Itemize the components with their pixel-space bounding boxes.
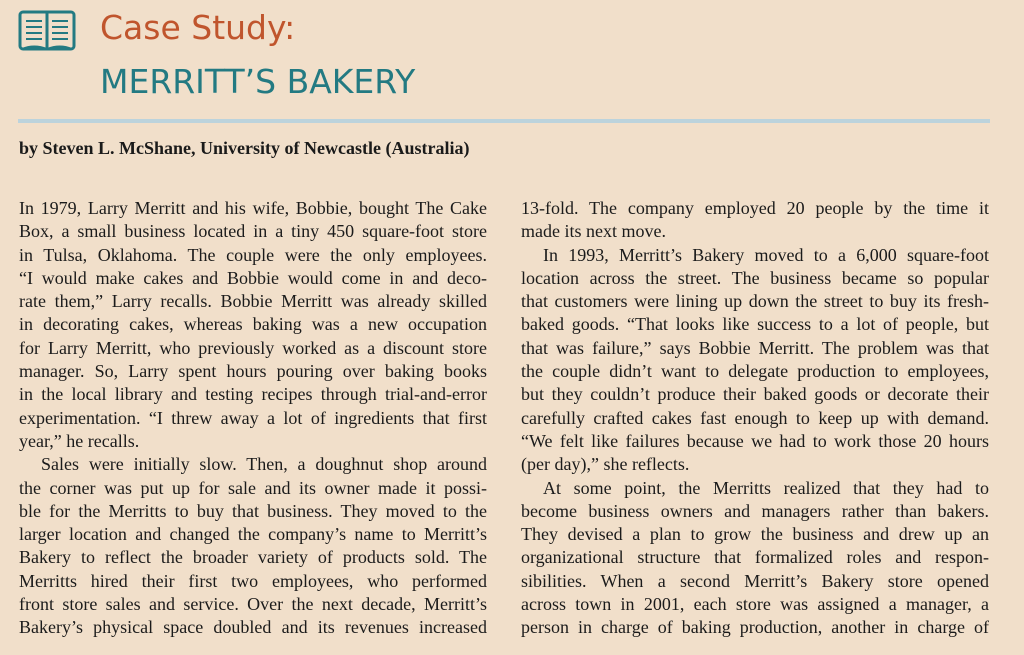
text-line: (per day),” she reflects. (521, 454, 690, 475)
text-line: manager. So, Larry spent hours pouring over baking books (19, 361, 487, 382)
text-line: that customers were lining up down the street to buy its fresh- (521, 291, 989, 312)
case-study-label: Case Study: (100, 8, 296, 47)
text-line: become business owners and managers rather than bakers. (521, 500, 989, 521)
text-line: 13-fold. The company employed 20 people by the time it (521, 198, 989, 218)
book-icon (18, 10, 76, 52)
text-line: location across the street. The business became so popular (521, 267, 989, 288)
header-divider (18, 119, 990, 123)
author-byline: by Steven L. McShane, University of Newcastle (Australia) (19, 138, 470, 158)
case-study-title: MERRITT’S BAKERY (100, 62, 416, 101)
text-line: the couple didn’t want to delegate production to employees, (521, 361, 989, 382)
text-line: carefully crafted cakes fast enough to keep up with demand. (521, 407, 989, 428)
text-line: front store sales and service. Over the next decade, Merritt’s (19, 594, 487, 615)
text-line: year,” he recalls. (19, 430, 140, 451)
left-column (19, 197, 487, 640)
text-line: for Larry Merritt, who previously worked as a discount store (19, 337, 487, 358)
text-line: In 1979, Larry Merritt and his wife, Bobbie, bought The Cake (19, 198, 487, 218)
text-line: Sales were initially slow. Then, a doughnut shop around (41, 454, 487, 475)
text-line: in decorating cakes, whereas baking was a new occupation (19, 314, 487, 335)
text-line: that was failure,” says Bobbie Merritt. The problem was that (521, 337, 989, 358)
text-line: made its next move. (521, 221, 666, 242)
text-line: baked goods. “That looks like success to a lot of people, but (521, 314, 989, 335)
text-line: In 1993, Merritt’s Bakery moved to a 6,000 square-foot (543, 244, 989, 265)
text-line: Bakery to reflect the broader variety of products sold. The (19, 547, 487, 568)
right-column (521, 197, 989, 640)
text-line: “We felt like failures because we had to work those 20 hours (521, 430, 989, 451)
text-line: sibilities. When a second Merritt’s Bakery store opened (521, 570, 989, 591)
text-line: in the local library and testing recipes through trial-and-error (19, 384, 487, 405)
text-line: experimentation. “I threw away a lot of ingredients that first (19, 407, 487, 428)
text-line: At some point, the Merritts realized that they had to (543, 477, 989, 498)
text-line: person in charge of baking production, another in charge of (521, 617, 989, 638)
text-line: in Tulsa, Oklahoma. The couple were the only employees. (19, 244, 487, 265)
text-line: organizational structure that formalized roles and respon- (521, 547, 989, 568)
text-line: rate them,” Larry recalls. Bobbie Merritt was already skilled (19, 291, 487, 312)
text-line: but they couldn’t produce their baked goods or decorate their (521, 384, 989, 405)
text-line: “I would make cakes and Bobbie would come in and deco- (19, 267, 487, 288)
text-line: Merritts hired their first two employees, who performed (19, 570, 487, 591)
text-line: larger location and changed the company’s name to Merritt’s (19, 524, 487, 545)
text-line: the corner was put up for sale and its owner made it possi- (19, 477, 487, 498)
text-line: Bakery’s physical space doubled and its revenues increased (19, 617, 487, 638)
text-line: ble for the Merritts to buy that business. They moved to the (19, 500, 487, 521)
text-line: across town in 2001, each store was assigned a manager, a (521, 594, 989, 615)
text-line: They devised a plan to grow the business and drew up an (521, 524, 989, 545)
text-line: Box, a small business located in a tiny 450 square-foot store (19, 221, 487, 242)
